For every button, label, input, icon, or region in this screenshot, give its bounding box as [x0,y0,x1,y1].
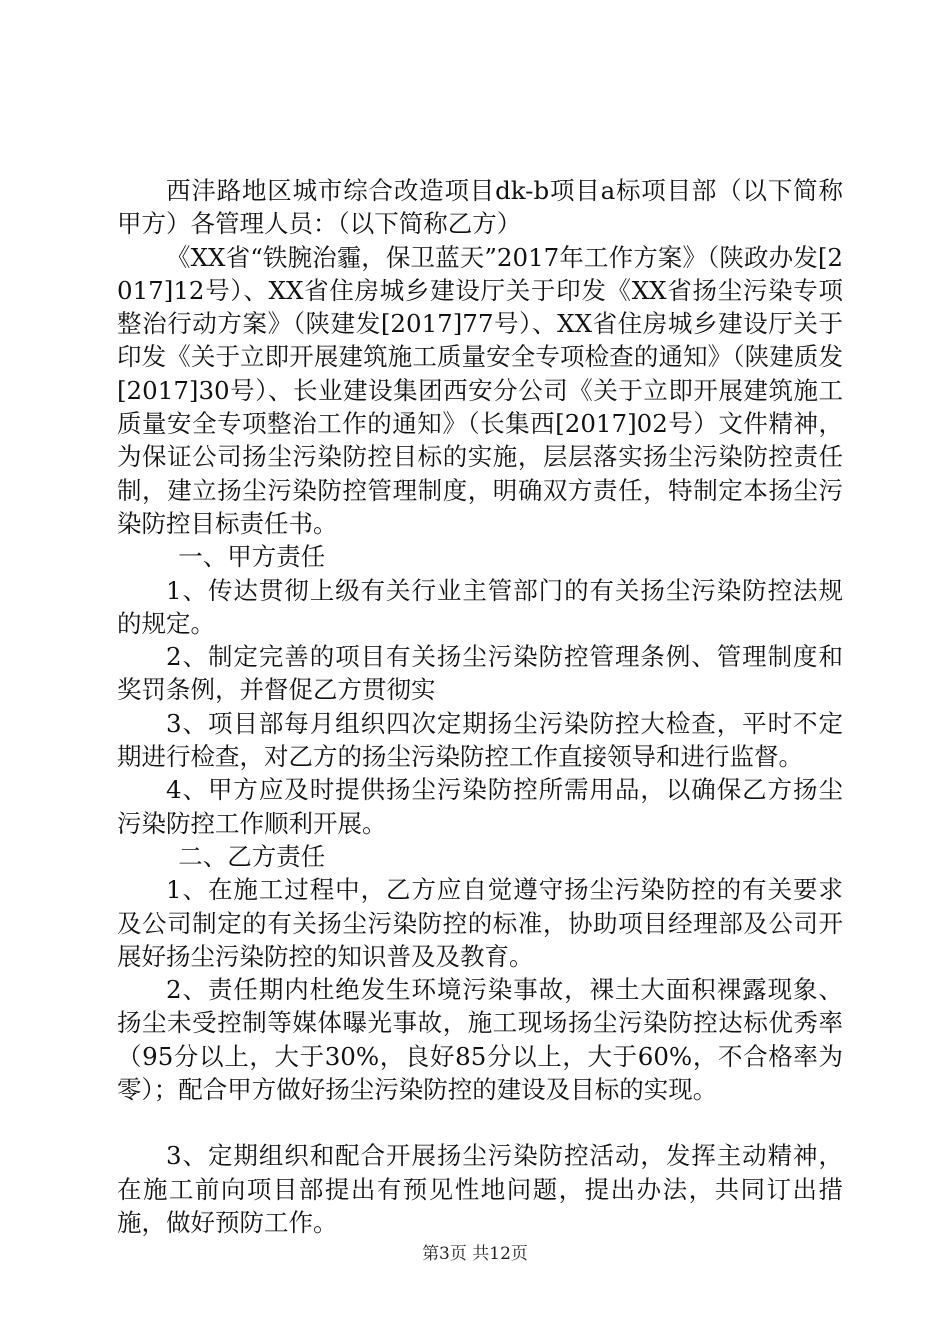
party-a-item-2: 2、制定完善的项目有关扬尘污染防控管理条例、管理制度和奖罚条例，并督促乙方贯彻实 [117,642,843,705]
party-a-item-4: 4、甲方应及时提供扬尘污染防控所需用品，以确保乙方扬尘污染防控工作顺利开展。 [117,775,843,838]
section-heading-party-b: 二、乙方责任 [178,841,326,871]
basis-paragraph: 《XX省“铁腕治霾，保卫蓝天”2017年工作方案》（陕政办发[2017]12号）、XX省住房城乡建设厅关于印发《XX省扬尘污染专项整治行动方案》（陕建发[2017]77号）、XX省住房城乡建设厅关于印发《关于立即开展建筑施工质量安全专项检查的通知》（陕建质发[2017]30号）、长业建设集团西安分公司《关于立即开展建筑施工质量安全专项整治工作的通知》（长集西[2017]02号）文件精神，为保证公司扬尘污染防控目标的实施，层层落实扬尘污染防控责任制，建立扬尘污染防控管理制度，明确双方责任，特制定本扬尘污染防控目标责任书。 [117,242,843,538]
page-number-footer: 第3页 共12页 [422,1244,528,1264]
intro-paragraph: 西沣路地区城市综合改造项目dk-b项目a标项目部（以下简称甲方）各管理人员：（以下简称乙方） [117,176,843,239]
party-a-item-3: 3、项目部每月组织四次定期扬尘污染防控大检查，平时不定期进行检查，对乙方的扬尘污染防控工作直接领导和进行监督。 [117,708,843,772]
paragraph-spacer [117,1106,843,1139]
party-b-item-2: 2、责任期内杜绝发生环境污染事故，裸土大面积裸露现象、扬尘未受控制等媒体曝光事故，施工现场扬尘污染防控达标优秀率（95分以上，大于30%，良好85分以上，大于60%，不合格率为零）；配合甲方做好扬尘污染防控的建设及目标的实现。 [117,975,843,1105]
section-heading-party-a: 一、甲方责任 [178,542,326,572]
party-b-item-1: 1、在施工过程中，乙方应自觉遵守扬尘污染防控的有关要求及公司制定的有关扬尘污染防控的标准，协助项目经理部及公司开展好扬尘污染防控的知识普及及教育。 [117,875,843,971]
document-body [117,174,843,1239]
party-a-item-1: 1、传达贯彻上级有关行业主管部门的有关扬尘污染防控法规的规定。 [117,575,843,638]
party-b-item-3: 3、定期组织和配合开展扬尘污染防控活动，发挥主动精神，在施工前向项目部提出有预见性地问题，提出办法，共同订出措施，做好预防工作。 [117,1141,843,1237]
